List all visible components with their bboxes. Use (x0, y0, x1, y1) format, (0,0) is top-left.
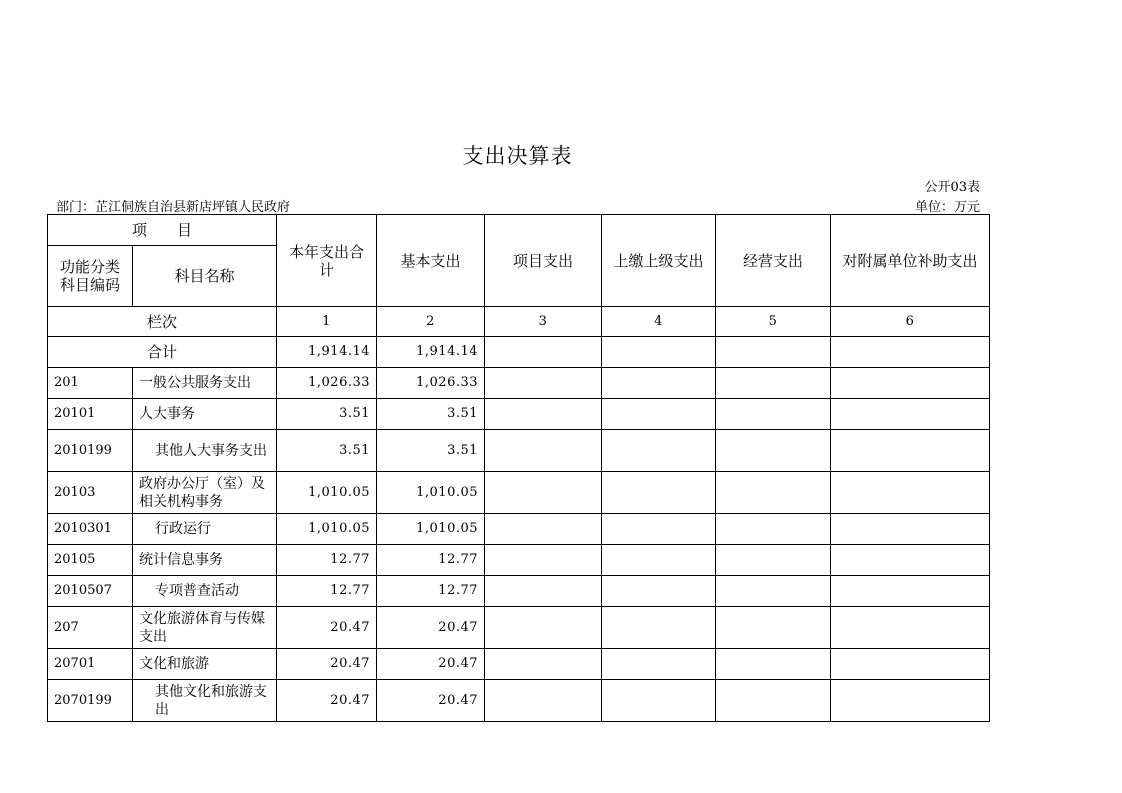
row-code: 2010199 (48, 430, 133, 472)
table-row (48, 607, 990, 649)
row-upper (602, 545, 716, 576)
row-basic: 3.51 (377, 430, 485, 472)
row-name: 人大事务 (133, 399, 277, 430)
row-upper (602, 649, 716, 680)
header-func-code: 功能分类科目编码 (48, 246, 133, 307)
table-row (48, 368, 990, 399)
header-total: 本年支出合计 (277, 215, 377, 307)
row-total: 1,010.05 (277, 472, 377, 514)
row-name: 专项普查活动 (133, 576, 277, 607)
row-operating (716, 399, 831, 430)
row-project (485, 430, 602, 472)
total-operating (716, 337, 831, 368)
total-row (48, 337, 990, 368)
row-basic: 3.51 (377, 399, 485, 430)
table-row (48, 576, 990, 607)
row-total: 12.77 (277, 576, 377, 607)
header-upper: 上缴上级支出 (602, 215, 716, 307)
row-total: 12.77 (277, 545, 377, 576)
form-number: 公开03表 (924, 180, 980, 195)
row-upper (602, 576, 716, 607)
row-project (485, 680, 602, 722)
row-basic: 12.77 (377, 545, 485, 576)
row-basic: 20.47 (377, 649, 485, 680)
row-operating (716, 472, 831, 514)
row-subsidy (831, 399, 990, 430)
row-name: 文化旅游体育与传媒支出 (133, 607, 277, 649)
row-project (485, 472, 602, 514)
row-upper (602, 368, 716, 399)
row-project (485, 649, 602, 680)
department-label: 部门：芷江侗族自治县新店坪镇人民政府 (56, 200, 291, 215)
header-project: 项目支出 (485, 215, 602, 307)
row-subsidy (831, 472, 990, 514)
row-upper (602, 607, 716, 649)
row-subsidy (831, 680, 990, 722)
row-basic: 20.47 (377, 607, 485, 649)
row-operating (716, 576, 831, 607)
row-name: 政府办公厅（室）及相关机构事务 (133, 472, 277, 514)
header-basic: 基本支出 (377, 215, 485, 307)
row-name: 其他文化和旅游支出 (133, 680, 277, 722)
row-total: 20.47 (277, 649, 377, 680)
row-code: 207 (48, 607, 133, 649)
page-title: 支出决算表 (462, 144, 573, 168)
column-number: 5 (716, 307, 831, 337)
header-item: 项 目 (48, 215, 277, 246)
row-total: 1,010.05 (277, 514, 377, 545)
column-label: 栏次 (48, 307, 277, 337)
header-row-1 (48, 215, 990, 246)
table-row (48, 514, 990, 545)
row-name: 行政运行 (133, 514, 277, 545)
row-operating (716, 514, 831, 545)
header-operating: 经营支出 (716, 215, 831, 307)
row-operating (716, 545, 831, 576)
row-total: 3.51 (277, 399, 377, 430)
total-label: 合计 (48, 337, 277, 368)
row-project (485, 368, 602, 399)
row-operating (716, 680, 831, 722)
table-row (48, 545, 990, 576)
row-operating (716, 368, 831, 399)
row-basic: 1,026.33 (377, 368, 485, 399)
row-total: 3.51 (277, 430, 377, 472)
total-upper (602, 337, 716, 368)
header-subsidy: 对附属单位补助支出 (831, 215, 990, 307)
column-number: 2 (377, 307, 485, 337)
row-name: 一般公共服务支出 (133, 368, 277, 399)
row-code: 20105 (48, 545, 133, 576)
row-code: 20101 (48, 399, 133, 430)
row-upper (602, 472, 716, 514)
row-total: 1,026.33 (277, 368, 377, 399)
row-subsidy (831, 607, 990, 649)
column-number: 3 (485, 307, 602, 337)
row-code: 201 (48, 368, 133, 399)
column-number: 4 (602, 307, 716, 337)
row-project (485, 399, 602, 430)
row-total: 20.47 (277, 607, 377, 649)
row-subsidy (831, 545, 990, 576)
total-subsidy (831, 337, 990, 368)
row-name: 统计信息事务 (133, 545, 277, 576)
row-name: 文化和旅游 (133, 649, 277, 680)
row-project (485, 607, 602, 649)
total-amount: 1,914.14 (277, 337, 377, 368)
row-subsidy (831, 576, 990, 607)
row-subsidy (831, 514, 990, 545)
row-upper (602, 430, 716, 472)
table-row (48, 680, 990, 722)
row-operating (716, 430, 831, 472)
row-code: 2010507 (48, 576, 133, 607)
total-basic: 1,914.14 (377, 337, 485, 368)
row-basic: 20.47 (377, 680, 485, 722)
expenditure-table (47, 214, 990, 722)
column-number: 1 (277, 307, 377, 337)
row-project (485, 576, 602, 607)
row-code: 20701 (48, 649, 133, 680)
row-project (485, 514, 602, 545)
row-basic: 1,010.05 (377, 514, 485, 545)
row-upper (602, 514, 716, 545)
row-subsidy (831, 649, 990, 680)
table-row (48, 649, 990, 680)
table-row (48, 430, 990, 472)
row-subsidy (831, 368, 990, 399)
row-subsidy (831, 430, 990, 472)
unit-label: 单位：万元 (914, 200, 980, 215)
row-code: 2010301 (48, 514, 133, 545)
row-upper (602, 680, 716, 722)
row-operating (716, 649, 831, 680)
row-name: 其他人大事务支出 (133, 430, 277, 472)
row-project (485, 545, 602, 576)
row-total: 20.47 (277, 680, 377, 722)
total-project (485, 337, 602, 368)
row-code: 20103 (48, 472, 133, 514)
row-operating (716, 607, 831, 649)
column-number-row (48, 307, 990, 337)
column-number: 6 (831, 307, 990, 337)
row-basic: 12.77 (377, 576, 485, 607)
table-row (48, 472, 990, 514)
header-subject-name: 科目名称 (133, 246, 277, 307)
row-code: 2070199 (48, 680, 133, 722)
row-basic: 1,010.05 (377, 472, 485, 514)
table-row (48, 399, 990, 430)
row-upper (602, 399, 716, 430)
